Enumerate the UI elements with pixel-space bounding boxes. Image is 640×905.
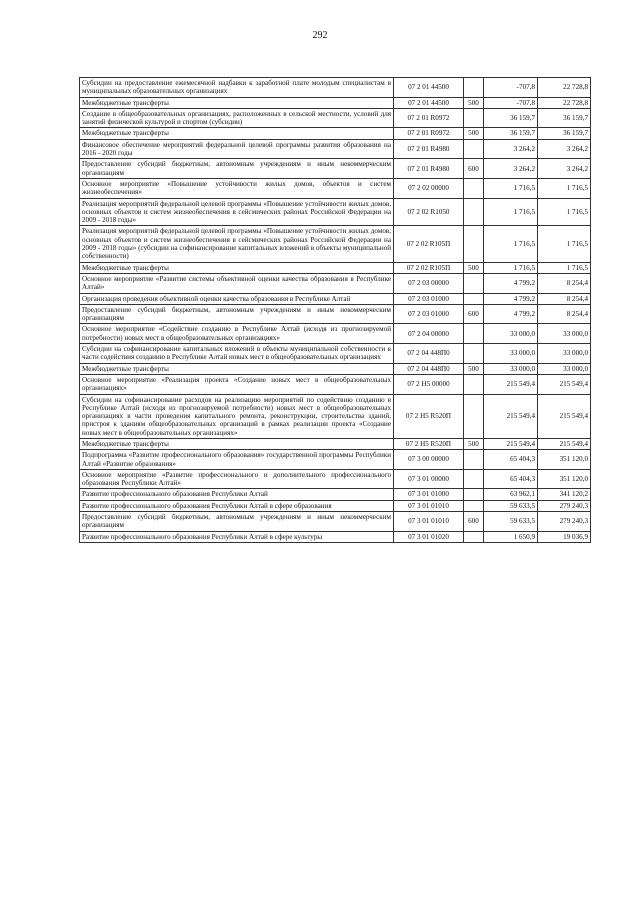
row-expense-type [464,293,484,304]
row-name: Развитие профессионального образования Республики Алтай в сфере культуры [80,531,394,542]
row-name: Межбюджетные трансферты [80,363,394,374]
row-expense-type [464,469,484,489]
row-expense-type [464,489,484,500]
row-amount-2: 33 000,0 [538,363,591,374]
row-name: Основное мероприятие «Повышение устойчивости жилых домов, объектов и систем жизнеобеспечения» [80,178,394,198]
row-code: 07 2 01 R4980 [394,139,464,159]
table-row [80,450,591,470]
page-number: 292 [312,30,328,41]
row-amount-1: 1 716,5 [484,178,538,198]
row-code: 07 2 03 01000 [394,293,464,304]
table-row [80,304,591,324]
table-row [80,394,591,438]
row-name: Основное мероприятие «Развитие системы объективной оценки качества образования в Республике Алтай» [80,273,394,293]
row-expense-type [464,78,484,98]
row-name: Основное мероприятие «Реализация проекта «Создание новых мест в общеобразовательных организациях» [80,374,394,394]
row-expense-type: 500 [464,262,484,273]
row-amount-2: 1 716,5 [538,262,591,273]
table-row [80,438,591,449]
table-row [80,344,591,364]
row-expense-type [464,139,484,159]
table-row [80,531,591,542]
row-expense-type: 600 [464,512,484,532]
row-expense-type [464,344,484,364]
row-amount-1: 3 264,2 [484,139,538,159]
row-amount-2: 8 254,4 [538,273,591,293]
row-expense-type: 500 [464,363,484,374]
row-code: 07 2 02 R1050 [394,198,464,226]
row-expense-type [464,178,484,198]
row-name: Субсидии на предоставление ежемесячной надбавки к заработной плате молодым специалистам в муниципальных образовательных организациях [80,78,394,98]
row-amount-1: 65 404,3 [484,450,538,470]
row-name: Основное мероприятие «Развитие профессионального и дополнительного профессионального образования Республики Алтай» [80,469,394,489]
row-name: Основное мероприятие «Содействие созданию в Республике Алтай (исходя из прогнозируемой потребности) новых мест в общеобразовательных организациях» [80,324,394,344]
row-name: Предоставление субсидий бюджетным, автономным учреждениям и иным некоммерческим организациям [80,159,394,179]
row-amount-1: 33 000,0 [484,324,538,344]
row-expense-type [464,226,484,262]
row-code: 07 2 Н5 R520П [394,394,464,438]
budget-table [79,77,591,543]
row-amount-2: 215 549,4 [538,438,591,449]
row-amount-2: 351 120,0 [538,450,591,470]
table-row [80,363,591,374]
row-amount-1: 3 264,2 [484,159,538,179]
row-expense-type [464,273,484,293]
table-row [80,293,591,304]
table-row [80,489,591,500]
row-code: 07 3 01 01010 [394,512,464,532]
row-expense-type: 500 [464,438,484,449]
table-row [80,500,591,511]
row-expense-type: 500 [464,128,484,139]
row-amount-1: 4 799,2 [484,273,538,293]
row-amount-1: 65 404,3 [484,469,538,489]
row-expense-type [464,394,484,438]
row-amount-1: 1 716,5 [484,198,538,226]
row-name: Субсидии на софинансирование капитальных вложений в объекты муниципальной собственности в части содействия созданию в Республике Алтай новых мест в общеобразовательных организациях [80,344,394,364]
row-amount-2: 215 549,4 [538,374,591,394]
row-name: Межбюджетные трансферты [80,128,394,139]
table-row [80,226,591,262]
table-row [80,512,591,532]
row-name: Реализация мероприятий федеральной целевой программы «Повышение устойчивости жилых домов, основных объектов и систем жизнеобеспечения в сейсмических районах Российской Федерации на 2009 - 2018 годы» (субсидии на софинансирование капитальных вложений в объекты муниципальной собственности) [80,226,394,262]
row-name: Предоставление субсидий бюджетным, автономным учреждениям и иным некоммерческим организациям [80,512,394,532]
table-row [80,108,591,128]
row-code: 07 2 01 R4980 [394,159,464,179]
row-amount-2: 22 728,8 [538,78,591,98]
row-amount-1: 4 799,2 [484,293,538,304]
row-expense-type: 600 [464,304,484,324]
row-name: Развитие профессионального образования Республики Алтай в сфере образования [80,500,394,511]
row-name: Реализация мероприятий федеральной целевой программы «Повышение устойчивости жилых домов, основных объектов и систем жизнеобеспечения в сейсмических районах Российской Федерации на 2009 - 2018 годы» [80,198,394,226]
row-expense-type: 500 [464,97,484,108]
table-row [80,469,591,489]
row-amount-2: 33 000,0 [538,324,591,344]
table-row [80,178,591,198]
row-amount-1: 1 716,5 [484,226,538,262]
row-amount-2: 1 716,5 [538,198,591,226]
table-row [80,324,591,344]
row-amount-1: 1 650,9 [484,531,538,542]
row-name: Межбюджетные трансферты [80,262,394,273]
row-amount-2: 33 000,0 [538,344,591,364]
row-amount-1: 1 716,5 [484,262,538,273]
row-code: 07 2 Н5 00000 [394,374,464,394]
row-amount-2: 22 728,8 [538,97,591,108]
row-amount-1: 59 633,5 [484,512,538,532]
row-amount-2: 279 240,3 [538,500,591,511]
row-code: 07 3 01 01000 [394,489,464,500]
row-code: 07 2 03 00000 [394,273,464,293]
row-code: 07 2 04 448П0 [394,363,464,374]
row-name: Развитие профессионального образования Республики Алтай [80,489,394,500]
row-amount-1: 63 962,1 [484,489,538,500]
row-code: 07 2 01 44500 [394,78,464,98]
row-amount-1: 36 159,7 [484,108,538,128]
row-amount-2: 19 036,9 [538,531,591,542]
row-amount-2: 351 120,0 [538,469,591,489]
row-name: Организация проведения объективной оценки качества образования в Республике Алтай [80,293,394,304]
row-amount-2: 3 264,2 [538,159,591,179]
row-code: 07 2 Н5 R520П [394,438,464,449]
row-name: Подпрограмма «Развитие профессионального образования» государственной программы Республики Алтай «Развитие образования» [80,450,394,470]
row-amount-1: 33 000,0 [484,363,538,374]
row-amount-1: 59 633,5 [484,500,538,511]
row-amount-1: 36 159,7 [484,128,538,139]
row-amount-2: 8 254,4 [538,293,591,304]
row-code: 07 2 02 R105П [394,262,464,273]
row-amount-2: 279 240,3 [538,512,591,532]
row-amount-1: -707,8 [484,97,538,108]
table-row [80,97,591,108]
row-amount-1: 215 549,4 [484,438,538,449]
table-row [80,139,591,159]
row-name: Создание в общеобразовательных организациях, расположенных в сельской местности, условий для занятий физической культурой и спортом (субсидии) [80,108,394,128]
row-code: 07 2 03 01000 [394,304,464,324]
table-row [80,78,591,98]
row-code: 07 3 01 01020 [394,531,464,542]
row-expense-type [464,531,484,542]
table-row [80,262,591,273]
row-expense-type [464,108,484,128]
row-amount-2: 341 120,2 [538,489,591,500]
row-code: 07 2 04 448П0 [394,344,464,364]
row-code: 07 3 01 01010 [394,500,464,511]
table-row [80,273,591,293]
row-name: Межбюджетные трансферты [80,97,394,108]
row-expense-type [464,198,484,226]
row-code: 07 2 01 R0972 [394,108,464,128]
row-code: 07 2 02 00000 [394,178,464,198]
row-code: 07 2 04 00000 [394,324,464,344]
table-row [80,198,591,226]
row-amount-2: 36 159,7 [538,108,591,128]
row-expense-type: 600 [464,159,484,179]
row-name: Предоставление субсидий бюджетным, автономным учреждениям и иным некоммерческим организациям [80,304,394,324]
row-amount-2: 8 254,4 [538,304,591,324]
row-expense-type [464,374,484,394]
row-amount-2: 1 716,5 [538,178,591,198]
row-expense-type [464,450,484,470]
row-amount-1: 215 549,4 [484,394,538,438]
table-row [80,159,591,179]
row-expense-type [464,500,484,511]
table-row [80,374,591,394]
row-amount-2: 3 264,2 [538,139,591,159]
row-code: 07 3 00 00000 [394,450,464,470]
row-name: Субсидии на софинансирование расходов на реализацию мероприятий по содействию созданию в Республике Алтай (исходя из прогнозируемой потребности) новых мест в общеобразовательных организациях в части проведения капитального ремонта, реконструкции, строительства зданий, пристроя к зданиям общеобразовательных организаций в рамках реализации проекта «Создание новых мест в общеобразовательных организациях» [80,394,394,438]
row-expense-type [464,324,484,344]
row-code: 07 2 01 44500 [394,97,464,108]
table-row [80,128,591,139]
row-amount-1: 4 799,2 [484,304,538,324]
row-name: Межбюджетные трансферты [80,438,394,449]
row-code: 07 2 02 R105П [394,226,464,262]
row-amount-1: 33 000,0 [484,344,538,364]
row-code: 07 2 01 R0972 [394,128,464,139]
row-amount-2: 36 159,7 [538,128,591,139]
row-amount-1: -707,8 [484,78,538,98]
row-amount-2: 1 716,5 [538,226,591,262]
row-name: Финансовое обеспечение мероприятий федеральной целевой программы развития образования на 2016 - 2020 годы [80,139,394,159]
row-code: 07 3 01 00000 [394,469,464,489]
row-amount-1: 215 549,4 [484,374,538,394]
row-amount-2: 215 549,4 [538,394,591,438]
